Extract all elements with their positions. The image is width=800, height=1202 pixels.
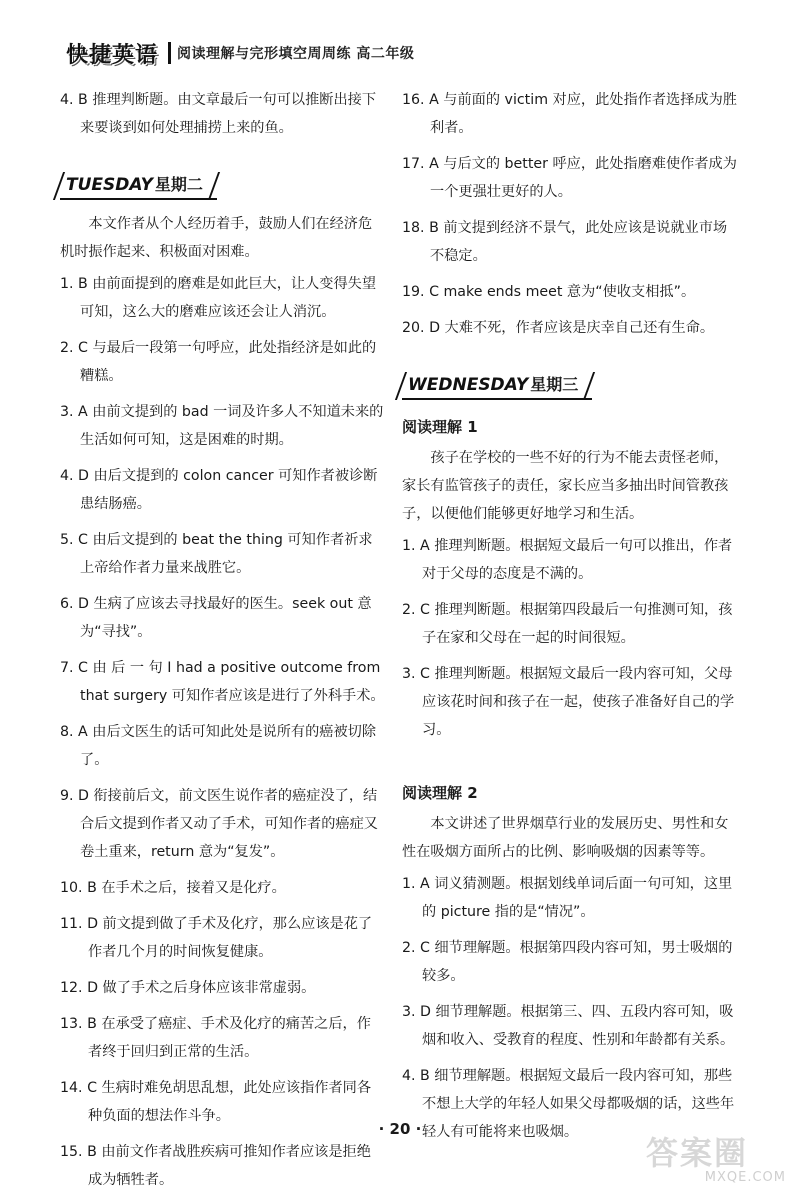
wednesday-heading bbox=[402, 372, 592, 400]
header-divider bbox=[168, 42, 171, 64]
answer-item: 3. A 由前文提到的 bad 一词及许多人不知道未来的生活如何可知，这是困难的时期。 bbox=[60, 404, 384, 448]
answer-item: 3. D 细节理解题。根据第三、四、五段内容可知，吸烟和收入、受教育的程度、性别和年龄都有关系。 bbox=[402, 1004, 735, 1048]
answer-item: 12. D 做了手术之后身体应该非常虚弱。 bbox=[60, 980, 316, 996]
tuesday-heading bbox=[60, 172, 217, 200]
wednesday-heading-zh: 星期三 bbox=[530, 375, 579, 394]
answer-item: 20. D 大难不死，作者应该是庆幸自己还有生命。 bbox=[402, 320, 715, 336]
answer-item: 2. C 推理判断题。根据第四段最后一句推测可知，孩子在家和父母在一起的时间很短。 bbox=[402, 602, 733, 646]
answer-item: 16. A 与前面的 victim 对应，此处指作者选择成为胜利者。 bbox=[402, 92, 737, 136]
answer-item: 7. C 由 后 一 句 I had a positive outcome from that surgery 可知作者应该是进行了外科手术。 bbox=[60, 660, 385, 704]
wednesday-heading-en: WEDNESDAY bbox=[408, 375, 529, 395]
answer-item: 10. B 在手术之后，接着又是化疗。 bbox=[60, 880, 286, 896]
reading1-title: 阅读理解 1 bbox=[402, 418, 478, 436]
heading-slash-left bbox=[53, 172, 65, 200]
heading-slash-right bbox=[208, 172, 220, 200]
answer-item: 8. A 由后文医生的话可知此处是说所有的癌被切除了。 bbox=[60, 724, 377, 768]
left-column bbox=[60, 86, 385, 1202]
answer-item: 4. B 细节理解题。根据短文最后一段内容可知，那些不想上大学的年轻人如果父母都吸烟的话，这些年轻人有可能将来也吸烟。 bbox=[402, 1068, 735, 1140]
answer-item: 1. A 推理判断题。根据短文最后一句可以推出，作者对于父母的态度是不满的。 bbox=[402, 538, 733, 582]
answer-item: 3. C 推理判断题。根据短文最后一段内容可知，父母应该花时间和孩子在一起，使孩子准备好自己的学习。 bbox=[402, 666, 735, 738]
answer-item: 18. B 前文提到经济不景气，此处应该是说就业市场不稳定。 bbox=[402, 220, 728, 264]
brand-logo: 快捷英语 bbox=[66, 42, 159, 68]
heading-slash-right bbox=[583, 372, 595, 400]
answer-item: 14. C 生病时难免胡思乱想，此处应该指作者同各种负面的想法作斗争。 bbox=[60, 1080, 372, 1124]
page-number: · 20 · bbox=[378, 1120, 422, 1138]
answer-item: 4. D 由后文提到的 colon cancer 可知作者被诊断患结肠癌。 bbox=[60, 468, 378, 512]
site-watermark bbox=[646, 1136, 786, 1194]
tuesday-heading-en: TUESDAY bbox=[66, 175, 153, 195]
answer-item: 11. D 前文提到做了手术及化疗，那么应该是花了作者几个月的时间恢复健康。 bbox=[60, 916, 373, 960]
answer-item: 15. B 由前文作者战胜疾病可推知作者应该是拒绝成为牺牲者。 bbox=[60, 1144, 371, 1188]
answer-item: 6. D 生病了应该去寻找最好的医生。seek out 意为“寻找”。 bbox=[60, 596, 372, 640]
watermark-url: MXQE.COM bbox=[704, 1170, 786, 1185]
right-column bbox=[402, 86, 737, 1154]
answer-item: 1. B 由前面提到的磨难是如此巨大，让人变得失望可知，这么大的磨难应该还会让人消沉。 bbox=[60, 276, 377, 320]
section-spacer bbox=[402, 752, 737, 776]
answer-item: 19. C make ends meet 意为“使收支相抵”。 bbox=[402, 284, 696, 300]
tuesday-heading-zh: 星期二 bbox=[154, 175, 203, 194]
answer-item: 13. B 在承受了癌症、手术及化疗的痛苦之后，作者终于回归到正常的生活。 bbox=[60, 1016, 371, 1060]
heading-slash-left bbox=[395, 372, 407, 400]
answer-item: 17. A 与后文的 better 呼应，此处指磨难使作者成为一个更强壮更好的人。 bbox=[402, 156, 737, 200]
answer-item: 1. A 词义猜测题。根据划线单词后面一句可知，这里的 picture 指的是“情况”。 bbox=[402, 876, 733, 920]
answer-item: 9. D 衔接前后文，前文医生说作者的癌症没了，结合后文提到作者又动了手术，可知作者的癌症又卷土重来，return 意为“复发”。 bbox=[60, 788, 378, 860]
answer-item: 4. B 推理判断题。由文章最后一句可以推断出接下来要谈到如何处理捕捞上来的鱼。 bbox=[60, 92, 377, 136]
reading2-title: 阅读理解 2 bbox=[402, 784, 478, 802]
reading2-intro: 本文讲述了世界烟草行业的发展历史、男性和女性在吸烟方面所占的比例、影响吸烟的因素等等。 bbox=[402, 816, 729, 860]
book-subtitle: 阅读理解与完形填空周周练 高二年级 bbox=[177, 46, 415, 62]
answer-item: 2. C 与最后一段第一句呼应，此处指经济是如此的糟糕。 bbox=[60, 340, 377, 384]
reading1-intro: 孩子在学校的一些不好的行为不能去责怪老师，家长有监管孩子的责任，家长应当多抽出时间管教孩子，以便他们能够更好地学习和生活。 bbox=[402, 450, 729, 522]
answer-item: 2. C 细节理解题。根据第四段内容可知，男士吸烟的较多。 bbox=[402, 940, 733, 984]
watermark-logo: 答案圈 bbox=[646, 1134, 749, 1172]
page-header bbox=[62, 36, 414, 70]
answer-item: 5. C 由后文提到的 beat the thing 可知作者祈求上帝给作者力量来战胜它。 bbox=[60, 532, 373, 576]
tuesday-intro: 本文作者从个人经历着手，鼓励人们在经济危机时振作起来、积极面对困难。 bbox=[60, 216, 373, 260]
